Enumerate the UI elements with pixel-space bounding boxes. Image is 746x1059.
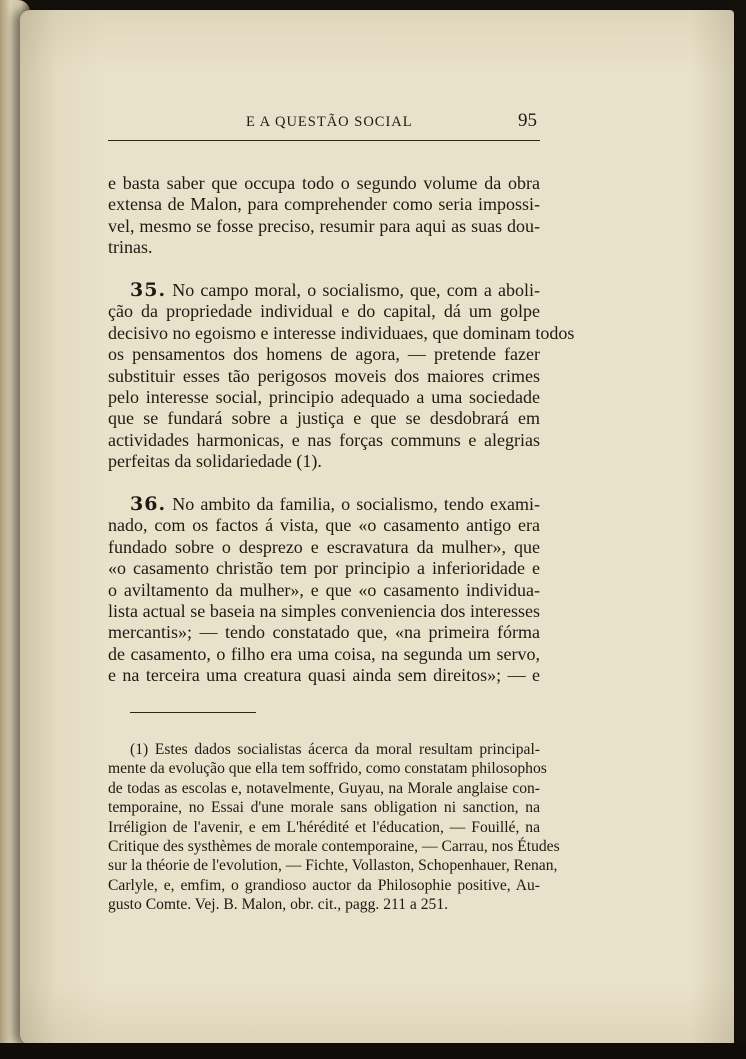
text-line: os pensamentos dos homens de agora, — pretende fazer [108, 344, 540, 365]
paragraph-number: 35. [130, 279, 167, 301]
footnote-line: temporaine, no Essai d'une morale sans obligation ni sanction, na [108, 799, 540, 817]
page-number: 95 [518, 110, 537, 131]
running-head: E A QUESTÃO SOCIAL [246, 114, 413, 130]
text-line: vel, mesmo se fosse preciso, resumir para aqui as suas dou- [108, 215, 540, 236]
text-line: decisivo no egoismo e interesse individuaes, que dominam todos [108, 322, 575, 343]
text-line [108, 280, 540, 301]
footnote-line: Critique des systhèmes de morale contemporaine, — Carrau, nos Études [108, 837, 560, 855]
text-line: nado, com os factos á vista, que «o casamento antigo era [108, 515, 540, 536]
paragraph-35 [108, 279, 575, 473]
text-line-content: No campo moral, o socialismo, que, com a aboli- [172, 280, 540, 300]
footnote-rule [130, 712, 256, 713]
footnote-line: (1) Estes dados socialistas ácerca da moral resultam principal- [130, 741, 540, 758]
text-line: extensa de Malon, para comprehender como seria impossi- [108, 194, 540, 215]
page-bottom-shadow [0, 1043, 746, 1059]
text-line: actividades harmonicas, e nas forças communs e alegrias [108, 429, 540, 450]
text-line: substituir esses tão perigosos moveis dos maiores crimes [108, 365, 540, 386]
text-line: «o casamento christão tem por principio a inferioridade e [108, 558, 540, 579]
footnote [108, 740, 560, 915]
paragraph-36 [108, 494, 540, 687]
text-line: trinas. [108, 237, 153, 258]
footnote-line: mente da evolução que ella tem soffrido, como constatam philosophos [108, 760, 547, 778]
footnote-line: Carlyle, e, emfim, o grandioso auctor da Philosophie positive, Au- [108, 876, 540, 894]
paragraph-number: 36. [130, 493, 167, 515]
text-line: que se fundará sobre a justiça e que se desdobrará em [108, 408, 540, 429]
text-line: e basta saber que occupa todo o segundo volume da obra [108, 173, 540, 193]
footnote-line: de todas as escolas e, notavelmente, Guyau, na Morale anglaise con- [108, 779, 540, 797]
footnote-line: gusto Comte. Vej. B. Malon, obr. cit., pagg. 211 a 251. [108, 896, 449, 914]
footnote-line: Irréligion de l'avenir, e em L'hérédité et l'éducation, — Fouillé, na [108, 818, 540, 836]
text-line: lista actual se baseia na simples conveniencia dos interesses [108, 600, 540, 621]
text-line: o aviltamento da mulher», e que «o casamento individua- [108, 579, 540, 600]
text-line: ção da propriedade individual e do capital, dá um golpe [108, 301, 540, 322]
text-line-content: No ambito da familia, o socialismo, tendo exami- [172, 494, 541, 514]
text-line: fundado sobre o desprezo e escravatura da mulher», que [108, 536, 540, 557]
text-line: mercantis»; — tendo constatado que, «na primeira fórma [108, 622, 540, 643]
text-line: de casamento, o filho era uma coisa, na segunda um servo, [108, 643, 540, 664]
text-line: perfeitas da solidariedade (1). [108, 451, 322, 472]
footnote-line: sur la théorie de l'evolution, — Fichte, Vollaston, Schopenhauer, Renan, [108, 857, 558, 875]
text-line: e na terceira uma creatura quasi ainda sem direitos»; — e [108, 665, 540, 686]
header-rule [108, 140, 540, 141]
book-page [20, 10, 734, 1046]
paragraph-continuation [108, 173, 540, 259]
text-line: pelo interesse social, principio adequado a uma sociedade [108, 386, 540, 407]
text-line [108, 494, 540, 515]
